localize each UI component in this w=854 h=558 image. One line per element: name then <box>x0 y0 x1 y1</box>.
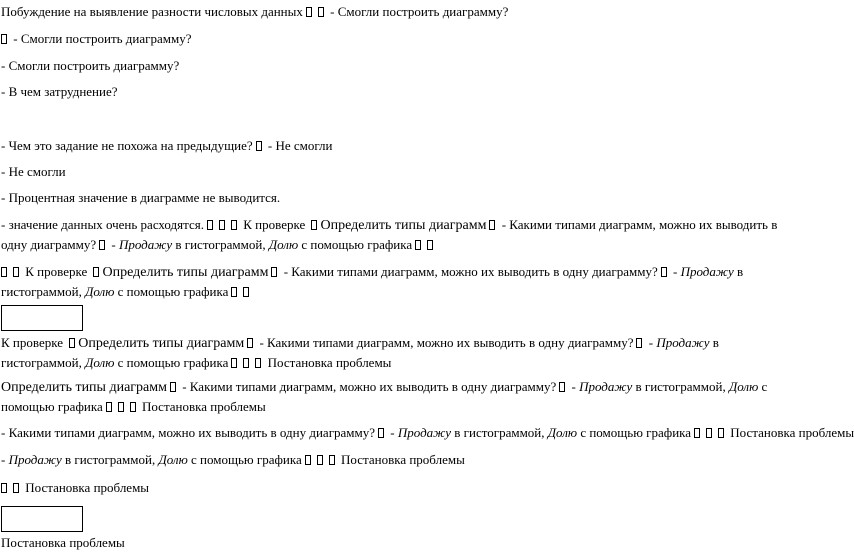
line-5-text: - Чем это задание не похожа на предыдущие? <box>1 138 253 153</box>
missing-glyph-icon <box>255 358 261 368</box>
empty-image-frame <box>1 305 83 331</box>
missing-glyph-icon <box>106 402 112 412</box>
missing-glyph-icon <box>271 267 277 277</box>
paragraph-1: - значение данных очень расходятся. К проверке Определить типы диаграмм - Какими типами диаграмм, можно их выводить в одну диаграмму? - Продажу в гистограммой, Долю с помощью графика <box>1 217 778 252</box>
missing-glyph-icon <box>694 428 700 438</box>
line-5-answer: - Не смогли <box>264 138 333 153</box>
missing-glyph-icon <box>661 267 667 277</box>
missing-glyph-icon <box>415 240 421 250</box>
line-p7: Постановка проблемы <box>1 479 149 496</box>
missing-glyph-icon <box>69 338 75 348</box>
line-2-text: - Смогли построить диаграмму? <box>10 31 192 46</box>
line-7 <box>1 189 280 206</box>
missing-glyph-icon <box>489 220 495 230</box>
paragraph-2: К проверке Определить типы диаграмм - Какими типами диаграмм, можно их выводить в одну диаграмму? - Продажу в гистограммой, Долю с помощью графика <box>1 264 744 299</box>
missing-glyph-icon <box>243 287 249 297</box>
paragraph-4: Определить типы диаграмм - Какими типами диаграмм, можно их выводить в одну диаграмму? - Продажу в гистограммой, Долю с помощью графика Постановка проблемы <box>1 379 768 414</box>
missing-glyph-icon <box>13 483 19 493</box>
missing-glyph-icon <box>118 402 124 412</box>
missing-glyph-icon <box>427 240 433 250</box>
line-3-text: - Смогли построить диаграмму? <box>1 58 180 73</box>
missing-glyph-icon <box>306 7 312 17</box>
missing-glyph-icon <box>378 428 384 438</box>
missing-glyph-icon <box>318 7 324 17</box>
line-6-text: - Не смогли <box>1 164 66 179</box>
missing-glyph-icon <box>130 402 136 412</box>
missing-glyph-icon <box>231 358 237 368</box>
missing-glyph-icon <box>718 428 724 438</box>
missing-glyph-icon <box>231 287 237 297</box>
missing-glyph-icon <box>559 382 565 392</box>
missing-glyph-icon <box>219 220 225 230</box>
line-5 <box>1 137 333 154</box>
missing-glyph-icon <box>13 267 19 277</box>
line-6 <box>1 163 66 180</box>
line-1-text: Побуждение на выявление разности числовых данных <box>1 4 303 19</box>
line-2 <box>1 30 191 47</box>
missing-glyph-icon <box>93 267 99 277</box>
line-p6: - Продажу в гистограммой, Долю с помощью графика Постановка проблемы <box>1 452 465 467</box>
missing-glyph-icon <box>329 455 335 465</box>
line-p5: - Какими типами диаграмм, можно их выводить в одну диаграмму? - Продажу в гистограммой, Долю с помощью графика Постановка проблемы <box>1 425 854 440</box>
line-7-text: - Процентная значение в диаграмме не выводится. <box>1 190 281 205</box>
line-p8: Постановка проблемы <box>1 535 125 550</box>
missing-glyph-icon <box>207 220 213 230</box>
missing-glyph-icon <box>231 220 237 230</box>
missing-glyph-icon <box>170 382 176 392</box>
missing-glyph-icon <box>256 141 262 151</box>
missing-glyph-icon <box>317 455 323 465</box>
missing-glyph-icon <box>636 338 642 348</box>
missing-glyph-icon <box>243 358 249 368</box>
missing-glyph-icon <box>1 483 7 493</box>
missing-glyph-icon <box>247 338 253 348</box>
missing-glyph-icon <box>311 220 317 230</box>
line-1 <box>1 3 508 20</box>
line-4-text: - В чем затруднение? <box>1 84 118 99</box>
line-3 <box>1 57 179 74</box>
missing-glyph-icon <box>1 267 7 277</box>
line-4 <box>1 83 118 100</box>
empty-image-frame <box>1 506 83 532</box>
paragraph-3: К проверке Определить типы диаграмм - Какими типами диаграмм, можно их выводить в одну диаграмму? - Продажу в гистограммой, Долю с помощью графика Постановка проблемы <box>1 335 719 370</box>
missing-glyph-icon <box>706 428 712 438</box>
missing-glyph-icon <box>305 455 311 465</box>
line-1-question: - Смогли построить диаграмму? <box>326 4 509 19</box>
missing-glyph-icon <box>1 34 7 44</box>
missing-glyph-icon <box>99 240 105 250</box>
